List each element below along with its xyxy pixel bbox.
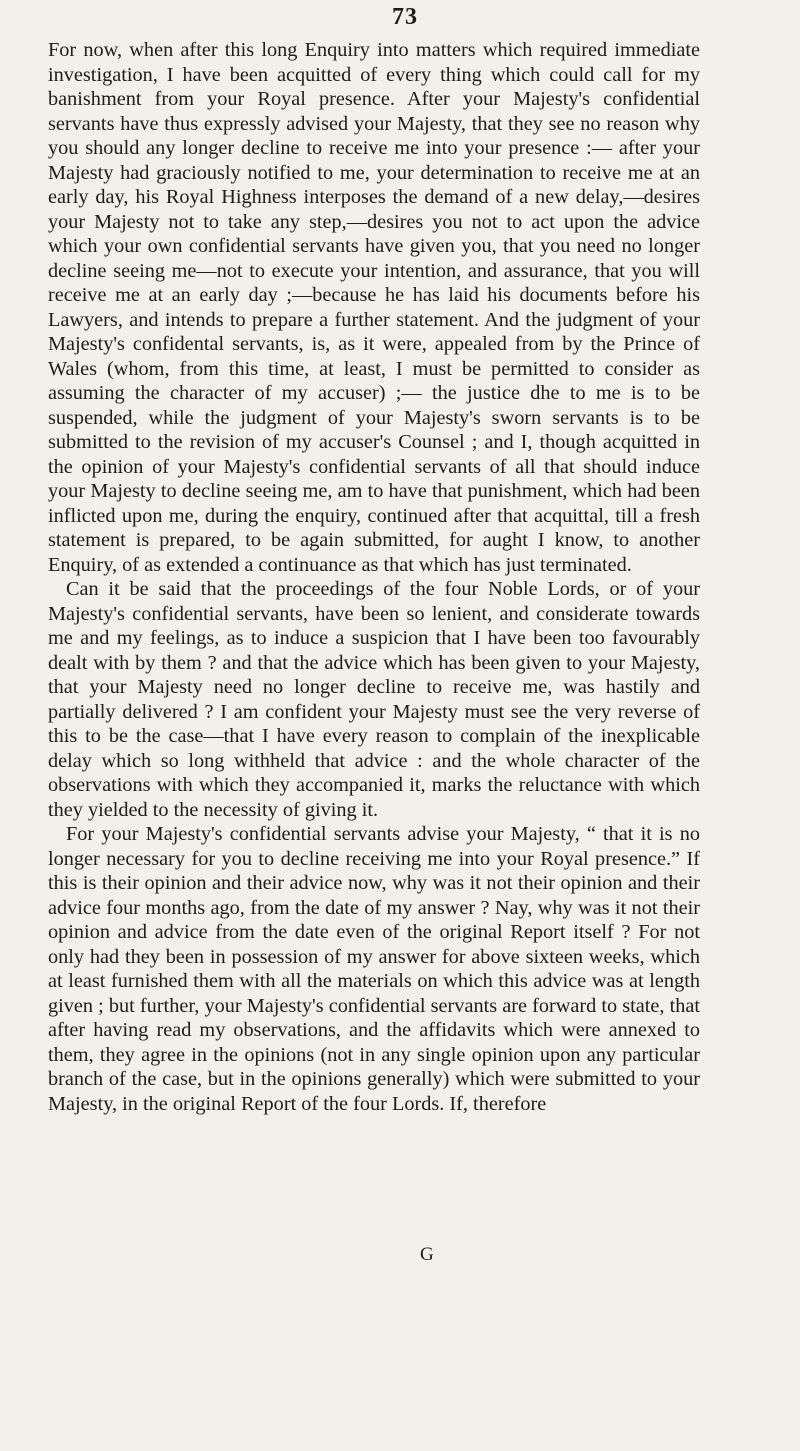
signature-mark: G [420, 1244, 434, 1265]
paragraph: For now, when after this long Enquiry into matters which required immediate investigation, I have been acquitted of every thing which could call for my banishment from your Royal presence. After your Majesty's confidential servants have thus expressly advised your Majesty, that they see no reason why you should any longer decline to receive me into your presence :— after your Majesty had graciously notified to me, your determination to receive me at an early day, his Royal Highness interposes the demand of a new delay,—desires your Majesty not to take any step,—desires you not to act upon the advice which your own confidential servants have given you, that you need no longer decline seeing me—not to execute your intention, and assurance, that you will receive me at an early day ;—because he has laid his documents before his Lawyers, and intends to prepare a further statement. And the judgment of your Majesty's confidental servants, is, as it were, appealed from by the Prince of Wales (whom, from this time, at least, I must be permitted to consider as assuming the character of my accuser) ;— the justice dhe to me is to be suspended, while the judgment of your Majesty's sworn servants is to be submitted to the revision of my accuser's Counsel ; and I, though acquitted in the opinion of your Majesty's confidential servants of all that should induce your Majesty to decline seeing me, am to have that punishment, which had been inflicted upon me, during the enquiry, continued after that acquittal, till a fresh statement is prepared, to be again submitted, for aught I know, to another Enquiry, of as extended a continuance as that which has just terminated. [48, 39, 700, 576]
paragraph: Can it be said that the proceedings of the four Noble Lords, or of your Majesty's confidential servants, have been so lenient, and considerate towards me and my feelings, as to induce a suspicion that I have been too favourably dealt with by them ? and that the advice which has been given to your Majesty, that your Majesty need no longer decline to receive me, was hastily and partially delivered ? I am confident your Majesty must see the very reverse of this to be the case—that I have every reason to complain of the inexplicable delay which so long withheld that advice : and the whole character of the observations with which they accompanied it, marks the reluctance with which they yielded to the necessity of giving it. [48, 578, 700, 821]
paragraph: For your Majesty's confidential servants advise your Majesty, “ that it is no longer necessary for you to decline receiving me into your Royal presence.” If this is their opinion and their advice now, why was it not their opinion and their advice four months ago, from the date of my answer ? Nay, why was it not their opinion and advice from the date even of the original Report itself ? For not only had they been in possession of my answer for above sixteen weeks, which at least furnished them with all the materials on which this advice was at length given ; but further, your Majesty's confidential servants are forward to state, that after having read my observations, and the affidavits which were annexed to them, they agree in the opinions (not in any single opinion upon any particular branch of the case, but in the opinions generally) which were submitted to your Majesty, in the original Report of the four Lords. If, therefore [48, 823, 700, 1115]
body-text [48, 38, 700, 1116]
page-number: 73 [392, 4, 418, 30]
